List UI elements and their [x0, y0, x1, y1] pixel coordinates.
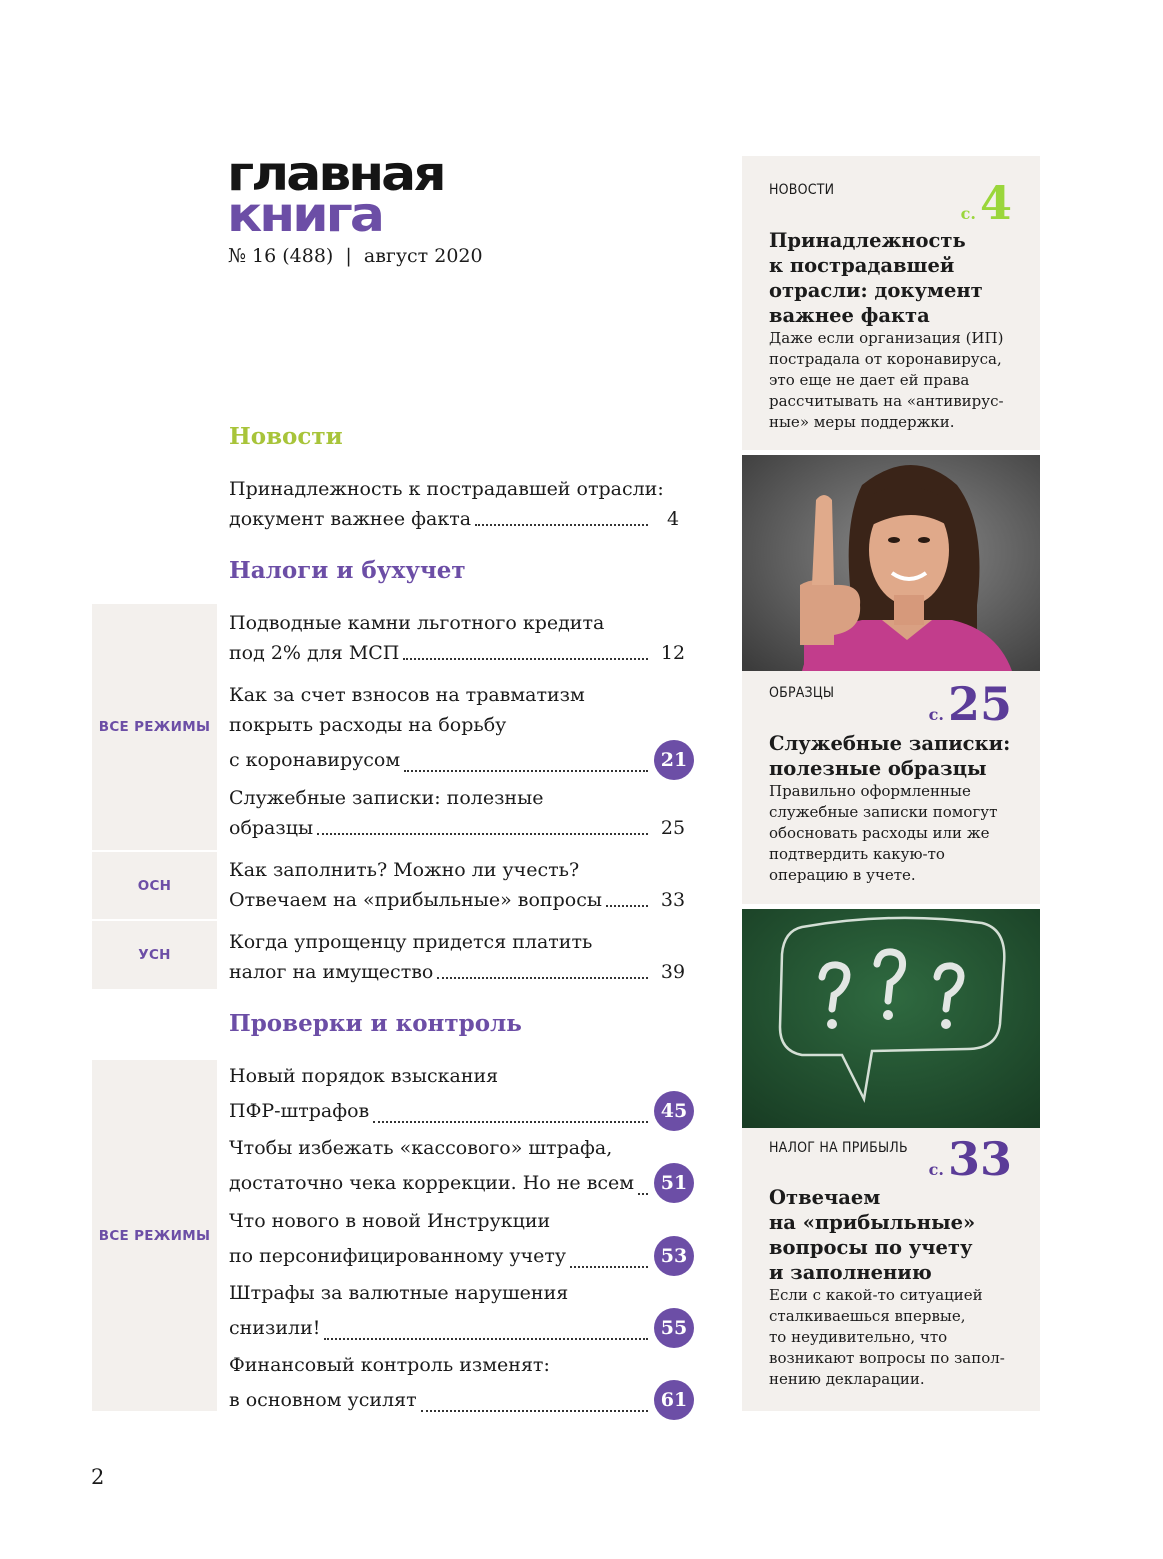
- card-description: [769, 328, 1019, 433]
- card-description: [769, 781, 1019, 886]
- toc-entry-text: Финансовый контроль изменят:: [229, 1354, 550, 1376]
- card-rubric: ОБРАЗЦЫ: [769, 685, 835, 701]
- description-line: Правильно оформленные: [769, 782, 971, 800]
- card-page-ref: [928, 677, 1012, 731]
- toc-page-number: 39: [660, 961, 686, 983]
- leader-dots: [317, 832, 648, 835]
- description-line: это еще не дает ей права: [769, 371, 970, 389]
- description-line: операцию в учете.: [769, 866, 916, 884]
- toc-entry-text: достаточно чека коррекции. Но не всем: [229, 1172, 635, 1194]
- woman-thumbs-up-photo: [742, 455, 1040, 671]
- card-page-number: 4: [979, 176, 1012, 230]
- leader-dots: [403, 657, 648, 660]
- regime-label-usn: УСН: [92, 921, 217, 989]
- description-line: ные» меры поддержки.: [769, 413, 955, 431]
- description-line: нению декларации.: [769, 1370, 925, 1388]
- description-line: пострадала от коронавируса,: [769, 350, 1002, 368]
- card-page-number: 25: [947, 677, 1012, 731]
- description-line: то неудивительно, что: [769, 1328, 948, 1346]
- toc-entry-text: образцы: [229, 817, 314, 839]
- page-prefix: с.: [928, 1160, 944, 1179]
- page-prefix: с.: [928, 705, 944, 724]
- description-line: сталкиваешься впервые,: [769, 1307, 966, 1325]
- card-page-ref: [960, 176, 1012, 230]
- card-rubric: НАЛОГ НА ПРИБЫЛЬ: [769, 1140, 908, 1156]
- description-line: возникают вопросы по запол-: [769, 1349, 1005, 1367]
- toc-entry-text: Штрафы за валютные нарушения: [229, 1282, 569, 1304]
- section-title-news: Новости: [229, 423, 343, 450]
- toc-entry[interactable]: [229, 855, 694, 915]
- headline-line: Принадлежность: [769, 229, 966, 252]
- toc-entry-text: по персонифицированному учету: [229, 1245, 567, 1267]
- toc-entry[interactable]: [229, 1278, 694, 1348]
- toc-entry-text: документ важнее факта: [229, 508, 472, 530]
- section-title-taxes: Налоги и бухучет: [229, 557, 466, 584]
- toc-page-badge: 51: [654, 1163, 694, 1203]
- toc-page-badge: 53: [654, 1236, 694, 1276]
- toc-entry-text: Как заполнить? Можно ли учесть?: [229, 859, 580, 881]
- headline-line: и заполнению: [769, 1261, 932, 1284]
- card-headline: [769, 1185, 1019, 1285]
- toc-entry-text: в основном усилят: [229, 1389, 417, 1411]
- magazine-logo: [227, 146, 444, 243]
- toc-entry-text: Отвечаем на «прибыльные» вопросы: [229, 889, 602, 911]
- description-line: подтвердить какую-то: [769, 845, 945, 863]
- toc-entry[interactable]: [229, 474, 694, 534]
- toc-entry[interactable]: [229, 1133, 694, 1203]
- toc-entry-text: Принадлежность к пострадавшей отрасли:: [229, 478, 664, 500]
- toc-entry-text: Служебные записки: полезные: [229, 787, 544, 809]
- chalkboard-question-photo: [742, 909, 1040, 1128]
- card-rubric: НОВОСТИ: [769, 182, 835, 198]
- regime-label-osn: ОСН: [92, 852, 217, 919]
- leader-dots: [324, 1337, 648, 1340]
- leader-dots: [404, 769, 648, 772]
- feature-card-profit-tax[interactable]: [742, 1128, 1040, 1411]
- toc-page-badge: 55: [654, 1308, 694, 1348]
- leader-dots: [373, 1120, 648, 1123]
- toc-entry-text: покрыть расходы на борьбу: [229, 714, 507, 736]
- toc-page-badge: 21: [654, 740, 694, 780]
- toc-entry-text: снизили!: [229, 1317, 321, 1339]
- leader-dots: [638, 1192, 648, 1195]
- issue-info: № 16 (488) | август 2020: [228, 245, 483, 267]
- toc-entry-text: Подводные камни льготного кредита: [229, 612, 605, 634]
- headline-line: Служебные записки:: [769, 732, 1011, 755]
- headline-line: вопросы по учету: [769, 1236, 973, 1259]
- toc-entry-text: под 2% для МСП: [229, 642, 400, 664]
- description-line: Если с какой-то ситуацией: [769, 1286, 983, 1304]
- toc-page-badge: 45: [654, 1091, 694, 1131]
- toc-entry[interactable]: [229, 1061, 694, 1131]
- toc-entry[interactable]: [229, 608, 694, 668]
- feature-card-news[interactable]: [742, 156, 1040, 450]
- toc-entry[interactable]: [229, 680, 694, 780]
- toc-entry-text: Когда упрощенцу придется платить: [229, 931, 593, 953]
- toc-page-number: 25: [660, 817, 686, 839]
- leader-dots: [475, 523, 648, 526]
- headline-line: полезные образцы: [769, 757, 987, 780]
- toc-page-number: 4: [666, 508, 680, 530]
- headline-line: Отвечаем: [769, 1186, 881, 1209]
- toc-entry-text: налог на имущество: [229, 961, 434, 983]
- page-number: 2: [91, 1465, 105, 1489]
- toc-page-number: 12: [660, 642, 686, 664]
- toc-entry-text: Как за счет взносов на травматизм: [229, 684, 585, 706]
- toc-page-number: 33: [660, 889, 686, 911]
- headline-line: на «прибыльные»: [769, 1211, 976, 1234]
- card-page-number: 33: [947, 1132, 1012, 1186]
- logo-line-2: книга: [227, 187, 382, 243]
- headline-line: важнее факта: [769, 304, 930, 327]
- toc-entry-text: Что нового в новой Инструкции: [229, 1210, 551, 1232]
- card-headline: [769, 228, 1019, 328]
- toc-page-badge: 61: [654, 1380, 694, 1420]
- toc-entry[interactable]: [229, 783, 694, 843]
- description-line: Даже если организация (ИП): [769, 329, 1004, 347]
- toc-entry-text: Новый порядок взыскания: [229, 1065, 499, 1087]
- description-line: рассчитывать на «антивирус-: [769, 392, 1004, 410]
- toc-entry[interactable]: [229, 927, 694, 987]
- toc-entry-text: ПФР-штрафов: [229, 1100, 370, 1122]
- toc-entry[interactable]: [229, 1206, 694, 1276]
- card-headline: [769, 731, 1019, 781]
- toc-entry[interactable]: [229, 1350, 694, 1420]
- card-page-ref: [928, 1132, 1012, 1186]
- logo-line-1: главная: [227, 146, 444, 202]
- headline-line: отрасли: документ: [769, 279, 983, 302]
- leader-dots: [606, 904, 648, 907]
- leader-dots: [570, 1265, 648, 1268]
- leader-dots: [437, 976, 648, 979]
- regime-label-all: ВСЕ РЕЖИМЫ: [92, 604, 217, 850]
- toc-entry-text: с коронавирусом: [229, 749, 401, 771]
- page-prefix: с.: [960, 204, 976, 223]
- toc-entry-text: Чтобы избежать «кассового» штрафа,: [229, 1137, 613, 1159]
- description-line: служебные записки помогут: [769, 803, 998, 821]
- regime-label-all-2: ВСЕ РЕЖИМЫ: [92, 1060, 217, 1411]
- headline-line: к пострадавшей: [769, 254, 955, 277]
- section-title-inspections: Проверки и контроль: [229, 1010, 522, 1037]
- card-description: [769, 1285, 1019, 1390]
- description-line: обосновать расходы или же: [769, 824, 990, 842]
- feature-card-samples[interactable]: [742, 671, 1040, 904]
- leader-dots: [421, 1409, 648, 1412]
